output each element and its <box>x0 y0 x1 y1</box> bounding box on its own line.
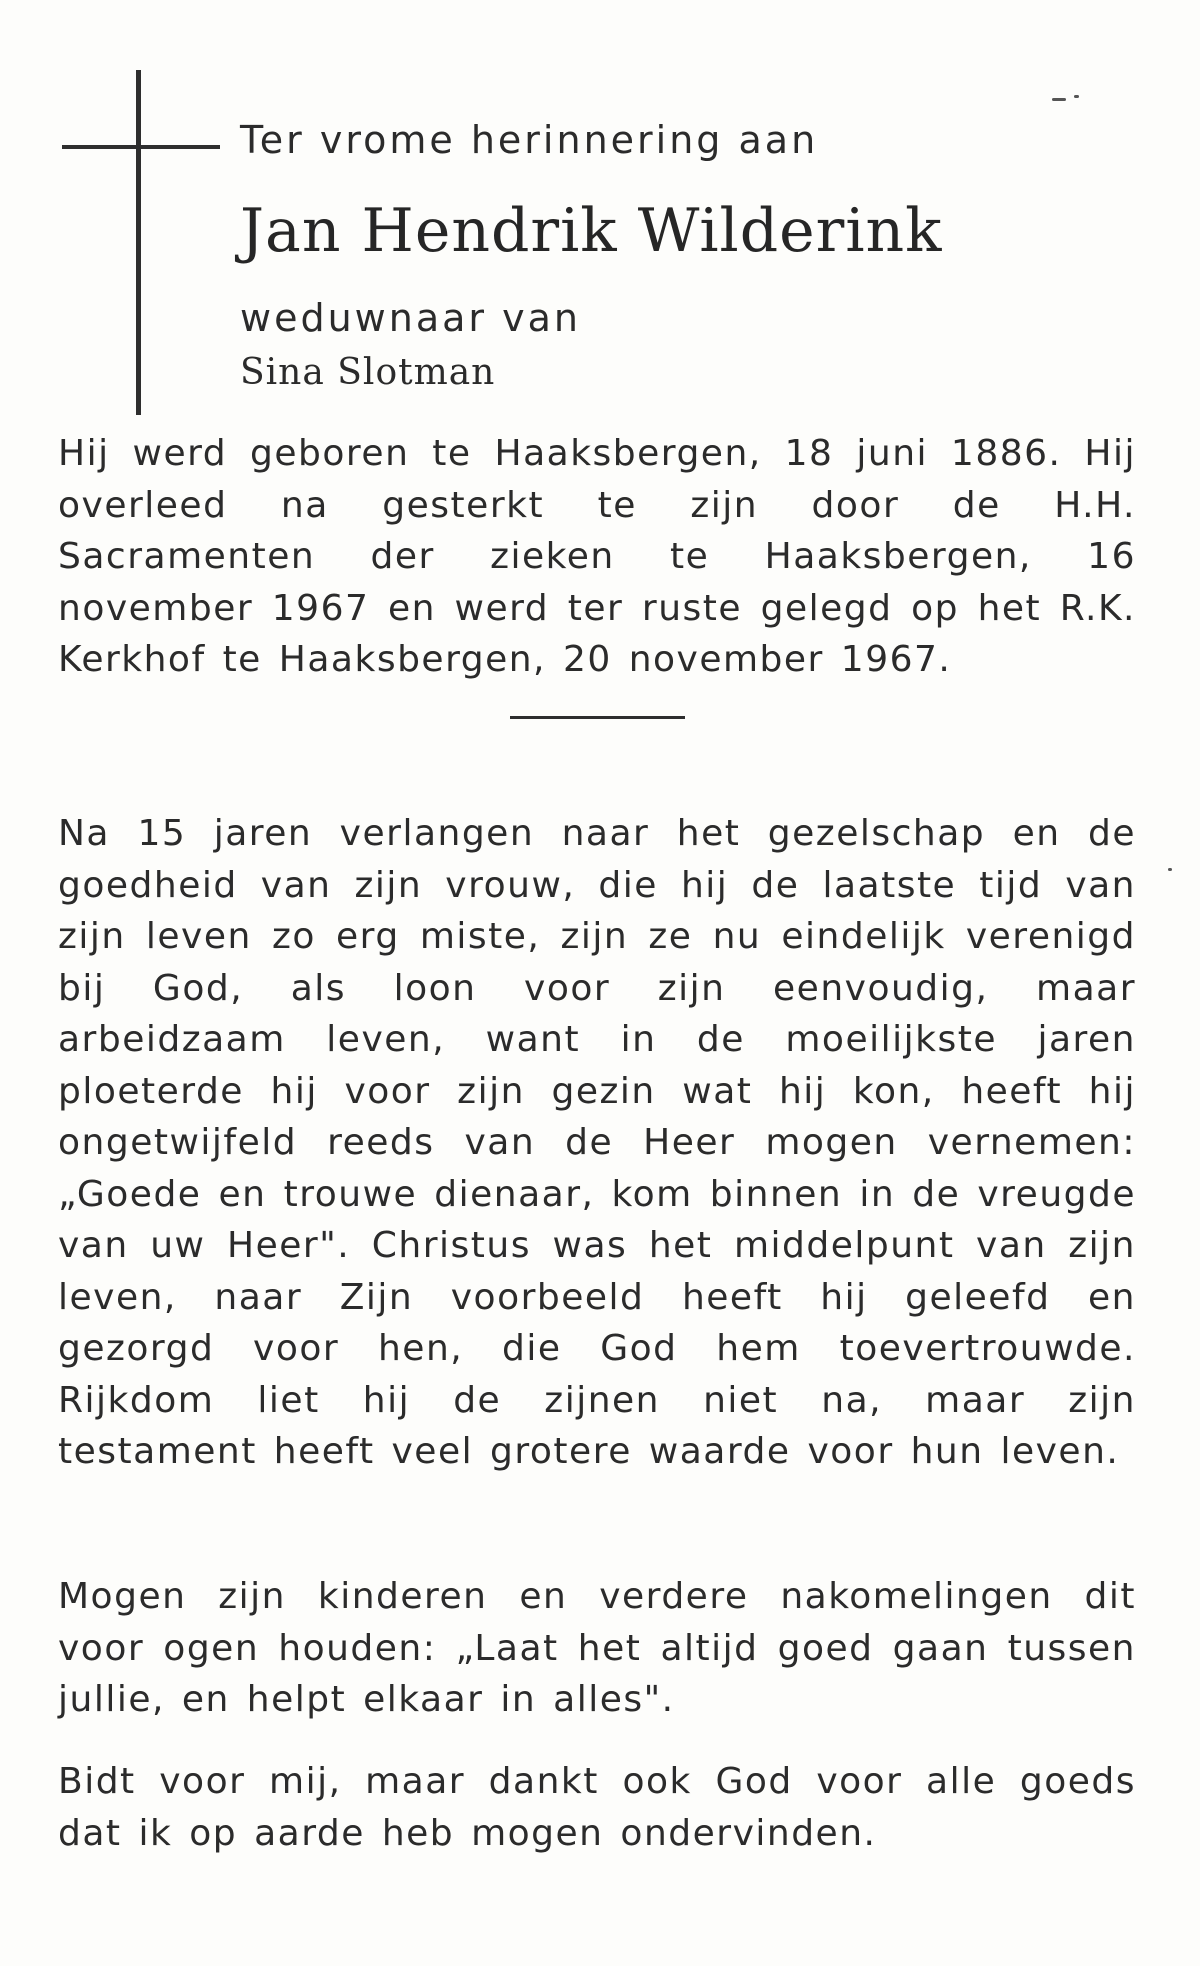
cross-icon <box>136 70 141 415</box>
intro-line: Ter vrome herinnering aan <box>240 118 819 162</box>
widower-label: weduwnaar van <box>240 296 581 340</box>
tribute-paragraph: Na 15 jaren verlangen naar het gezelschap en de goedheid van zijn vrouw, die hij de laatste tijd van zijn leven zo erg miste, zijn ze nu eindelijk verenigd bij God, als loon voor zijn eenvoudig, maar arbeidzaam leven, want in de moeilijkste jaren ploeterde hij voor zijn gezin wat hij kon, heeft hij ongetwijfeld reeds van de Heer mogen vernemen: „Goede en trouwe dienaar, kom binnen in de vreugde van uw Heer". Christus was het middelpunt van zijn leven, naar Zijn voorbeeld heeft hij geleefd en gezorgd voor hen, die God hem toevertrouwde. Rijkdom liet hij de zijnen niet na, maar zijn testament heeft veel grotere waarde voor hun leven. <box>58 813 1136 1472</box>
prayer-paragraph: Bidt voor mij, maar dankt ook God voor alle goeds dat ik op aarde heb mogen ondervinden. <box>58 1761 1136 1854</box>
divider <box>510 716 685 719</box>
print-speck <box>1074 95 1079 98</box>
biography-paragraph: Hij werd geboren te Haaksbergen, 18 juni 1886. Hij overleed na gesterkt te zijn door de H.H. Sacramenten der zieken te Haaksbergen, 16 november 1967 en werd ter ruste gelegd op het R.K. Kerkhof te Haaksbergen, 20 november 1967. <box>58 433 1136 680</box>
cross-icon-crossbar <box>62 145 220 149</box>
print-speck <box>1052 98 1066 101</box>
print-speck <box>1168 868 1172 871</box>
deceased-name: Jan Hendrik Wilderink <box>240 196 943 266</box>
legacy-paragraph: Mogen zijn kinderen en verdere nakomelingen dit voor ogen houden: „Laat het altijd goed gaan tussen jullie, en helpt elkaar in alles". <box>58 1576 1136 1720</box>
spouse-name: Sina Slotman <box>240 352 496 393</box>
